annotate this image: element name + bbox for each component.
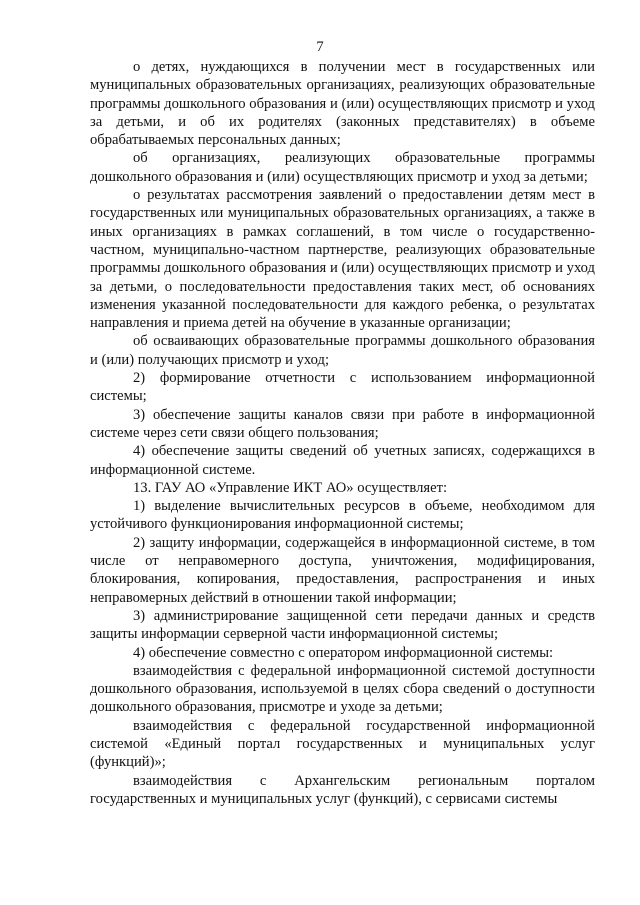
paragraph-interaction-unified-portal: взаимодействия с федеральной государственной информационной системой «Единый портал государственных и муниципальных услуг (функций)»; [90,717,595,771]
paragraph-organizations-info: об организациях, реализующих образовательные программы дошкольного образования и (или) осуществляющих присмотр и уход за детьми; [90,150,595,185]
paragraph-item-4-account-protection: 4) обеспечение защиты сведений об учетных записях, содержащихся в информационной системе. [90,443,595,478]
paragraph-13-item-3: 3) администрирование защищенной сети передачи данных и средств защиты информации серверной части информационной системы; [90,607,595,643]
paragraph-enrolled-children: об осваивающих образовательные программы дошкольного образования и (или) получающих присмотр и уход; [90,333,595,368]
paragraph-13-item-2: 2) защиту информации, содержащейся в информационной системе, в том числе от неправомерного доступа, уничтожения, модифицирования, блокирования, копирования, предоставления, распространения и иных неправомерных действий в отношении такой информации; [90,534,595,606]
page-number: 7 [316,39,324,55]
paragraph-section-13-heading: 13. ГАУ АО «Управление ИКТ АО» осуществляет: [133,479,448,496]
paragraph-application-results: о результатах рассмотрения заявлений о предоставлении детям мест в государственных или муниципальных образовательных организациях, а также в иных организациях в рамках соглашений, в том числе о государственно-частном, муниципально-частном партнерстве, реализующих образовательные программы дошкольного образования и (или) осуществляющих присмотр и уход за детьми, о последовательности предоставления таких мест, об основаниях изменения указанной последовательности для каждого ребенка, о результатах направления и приема детей на обучение в указанные организации; [90,187,595,332]
paragraph-children-info: о детях, нуждающихся в получении мест в государственных или муниципальных образовательных организациях, реализующих образовательные программы дошкольного образования и (или) осуществляющих присмотр и уход за детьми, и об их родителях (законных представителях) в объеме обрабатываемых персональных данных; [90,59,595,149]
paragraph-item-3-channel-protection: 3) обеспечение защиты каналов связи при работе в информационной системе через сети связи общего пользования; [90,406,595,441]
paragraph-interaction-federal-system: взаимодействия с федеральной информационной системой доступности дошкольного образования, используемой в целях сбора сведений о доступности дошкольного образования, присмотре и уходе за детьми; [90,662,595,716]
paragraph-interaction-regional-portal: взаимодействия с Архангельским региональным порталом государственных и муниципальных услуг (функций), с сервисами системы [90,772,595,807]
document-body [90,58,595,808]
paragraph-13-item-1: 1) выделение вычислительных ресурсов в объеме, необходимом для устойчивого функционирования информационной системы; [90,498,595,533]
paragraph-13-item-4: 4) обеспечение совместно с оператором информационной системы: [133,644,554,661]
paragraph-item-2-reporting: 2) формирование отчетности с использованием информационной системы; [90,370,595,405]
